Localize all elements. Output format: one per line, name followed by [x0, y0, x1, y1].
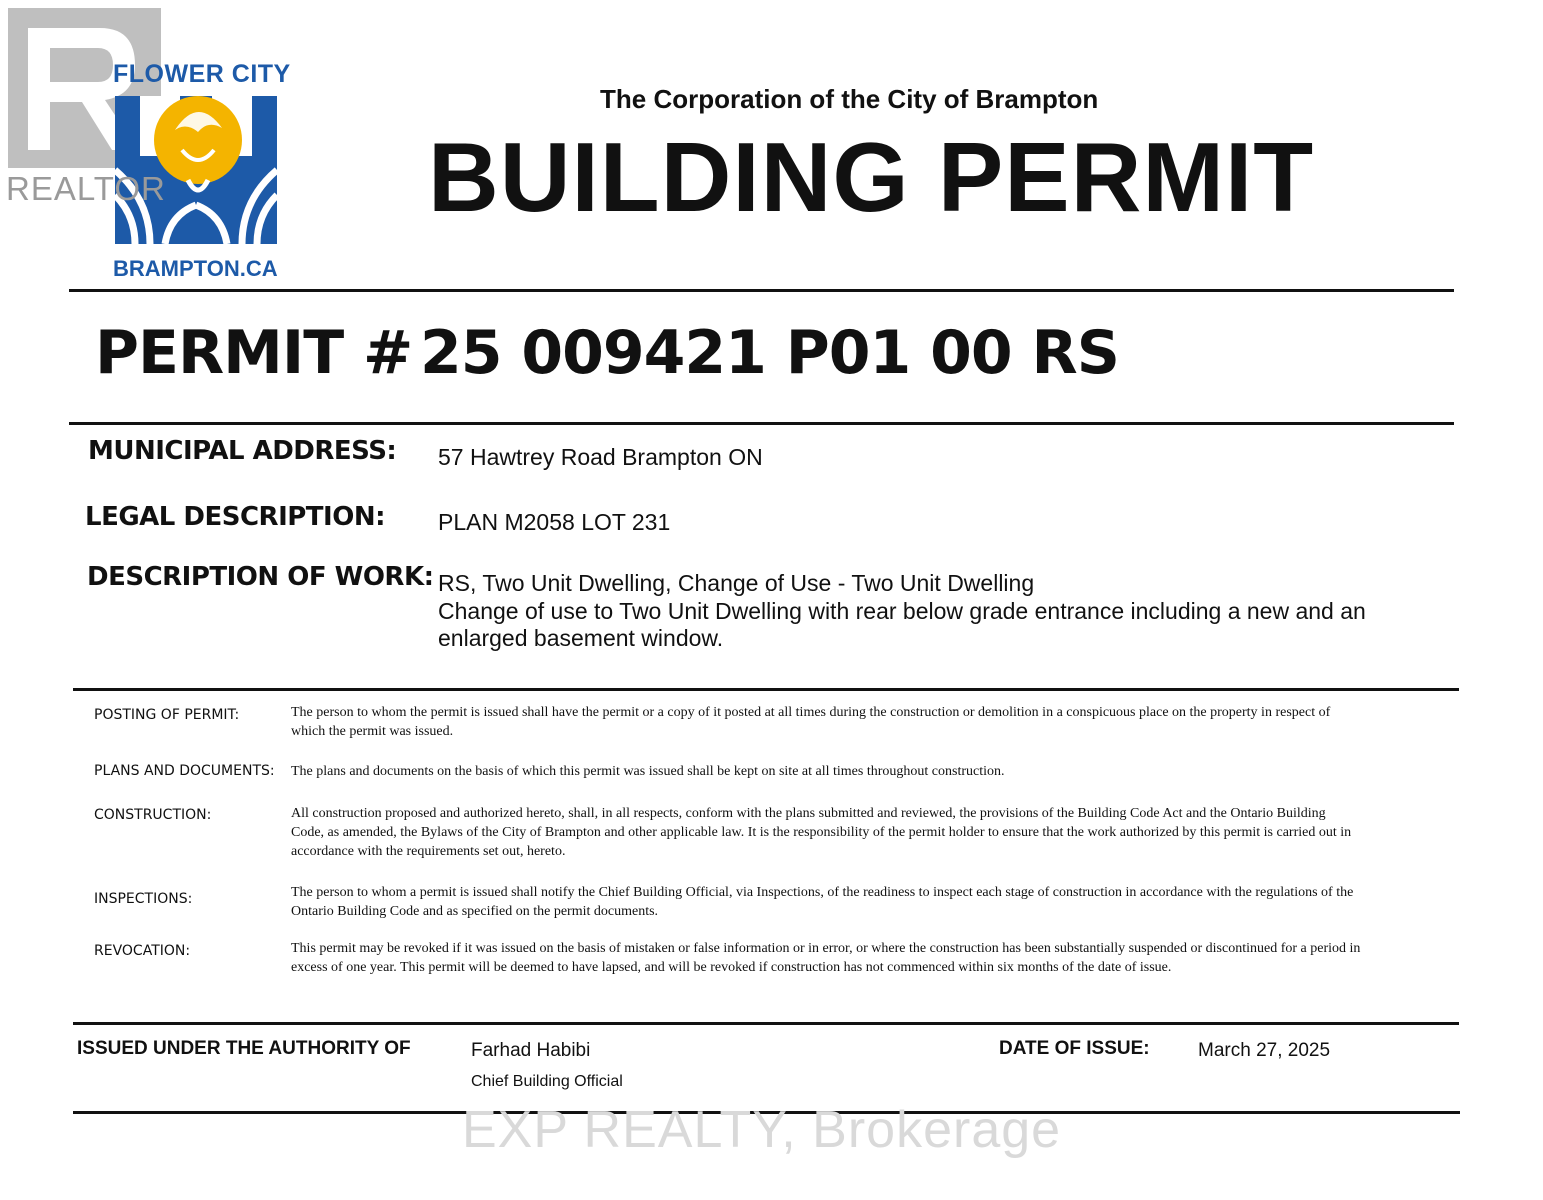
official-title: Chief Building Official [471, 1073, 623, 1090]
description-of-work-line-3: enlarged basement window. [438, 625, 724, 651]
divider-permit [69, 422, 1454, 425]
term-label-inspections: INSPECTIONS: [94, 891, 193, 907]
official-name: Farhad Habibi [471, 1040, 591, 1061]
description-of-work-line-1: RS, Two Unit Dwelling, Change of Use - Two Unit Dwelling [438, 570, 1035, 596]
legal-description-label: LEGAL DESCRIPTION: [85, 502, 385, 532]
municipal-address-label: MUNICIPAL ADDRESS: [88, 436, 397, 466]
term-text-construction: All construction proposed and authorized hereto, shall, in all respects, conform with the plans submitted and reviewed, the provisions of the Building Code Act and the Ontario Building Code, as amended, the Bylaws of the City of Brampton and other applicable law. It is the responsibility of the permit holder to ensure that the work authorized by this permit is carried out in accordance with the requirements set out, hereto. [291, 806, 1352, 859]
municipal-address-value: 57 Hawtrey Road Brampton ON [438, 444, 763, 470]
term-text-revocation: This permit may be revoked if it was issued on the basis of mistaken or false information or in error, or where the construction has been substantially suspended or discontinued for a period in excess of one year. This permit will be deemed to have lapsed, and will be revoked if construction has not commenced within six months of the date of issue. [291, 941, 1361, 975]
date-of-issue-label: DATE OF ISSUE: [999, 1038, 1150, 1059]
realtor-watermark-text: REALTOR [6, 170, 166, 207]
logo-bottom-text: BRAMPTON.CA [113, 256, 278, 281]
document-title: BUILDING PERMIT [428, 122, 1315, 232]
legal-description-value: PLAN M2058 LOT 231 [438, 509, 671, 535]
divider-top [69, 289, 1454, 292]
divider-footer-top [73, 1022, 1459, 1025]
term-label-construction: CONSTRUCTION: [94, 807, 212, 823]
term-label-revocation: REVOCATION: [94, 943, 191, 959]
description-of-work-line-2: Change of use to Two Unit Dwelling with rear below grade entrance including a new and an [438, 598, 1366, 624]
term-label-posting: POSTING OF PERMIT: [94, 707, 240, 723]
date-of-issue-value: March 27, 2025 [1198, 1040, 1331, 1061]
brokerage-watermark: EXP REALTY, Brokerage [462, 1101, 1062, 1159]
term-label-plans: PLANS AND DOCUMENTS: [94, 763, 275, 779]
permit-number: 25 009421 P01 00 RS [420, 318, 1119, 388]
brampton-logo [0, 0, 300, 300]
logo-top-text: FLOWER CITY [113, 60, 291, 88]
description-of-work-label: DESCRIPTION OF WORK: [87, 562, 434, 592]
divider-terms-top [73, 688, 1459, 691]
permit-label: PERMIT # [95, 318, 413, 388]
term-text-inspections: The person to whom a permit is issued shall notify the Chief Building Official, via Inspections, of the readiness to inspect each stage of construction in accordance with the regulations of the Ontario Building Code and as specified on the permit documents. [291, 885, 1354, 919]
term-text-posting: The person to whom the permit is issued shall have the permit or a copy of it posted at all times during the construction or demolition in a conspicuous place on the property in respect of which the permit was issued. [291, 705, 1331, 739]
term-text-plans: The plans and documents on the basis of which this permit was issued shall be kept on site at all times throughout construction. [291, 764, 1005, 779]
corporation-name: The Corporation of the City of Brampton [600, 84, 1099, 114]
authority-label: ISSUED UNDER THE AUTHORITY OF [77, 1038, 411, 1059]
